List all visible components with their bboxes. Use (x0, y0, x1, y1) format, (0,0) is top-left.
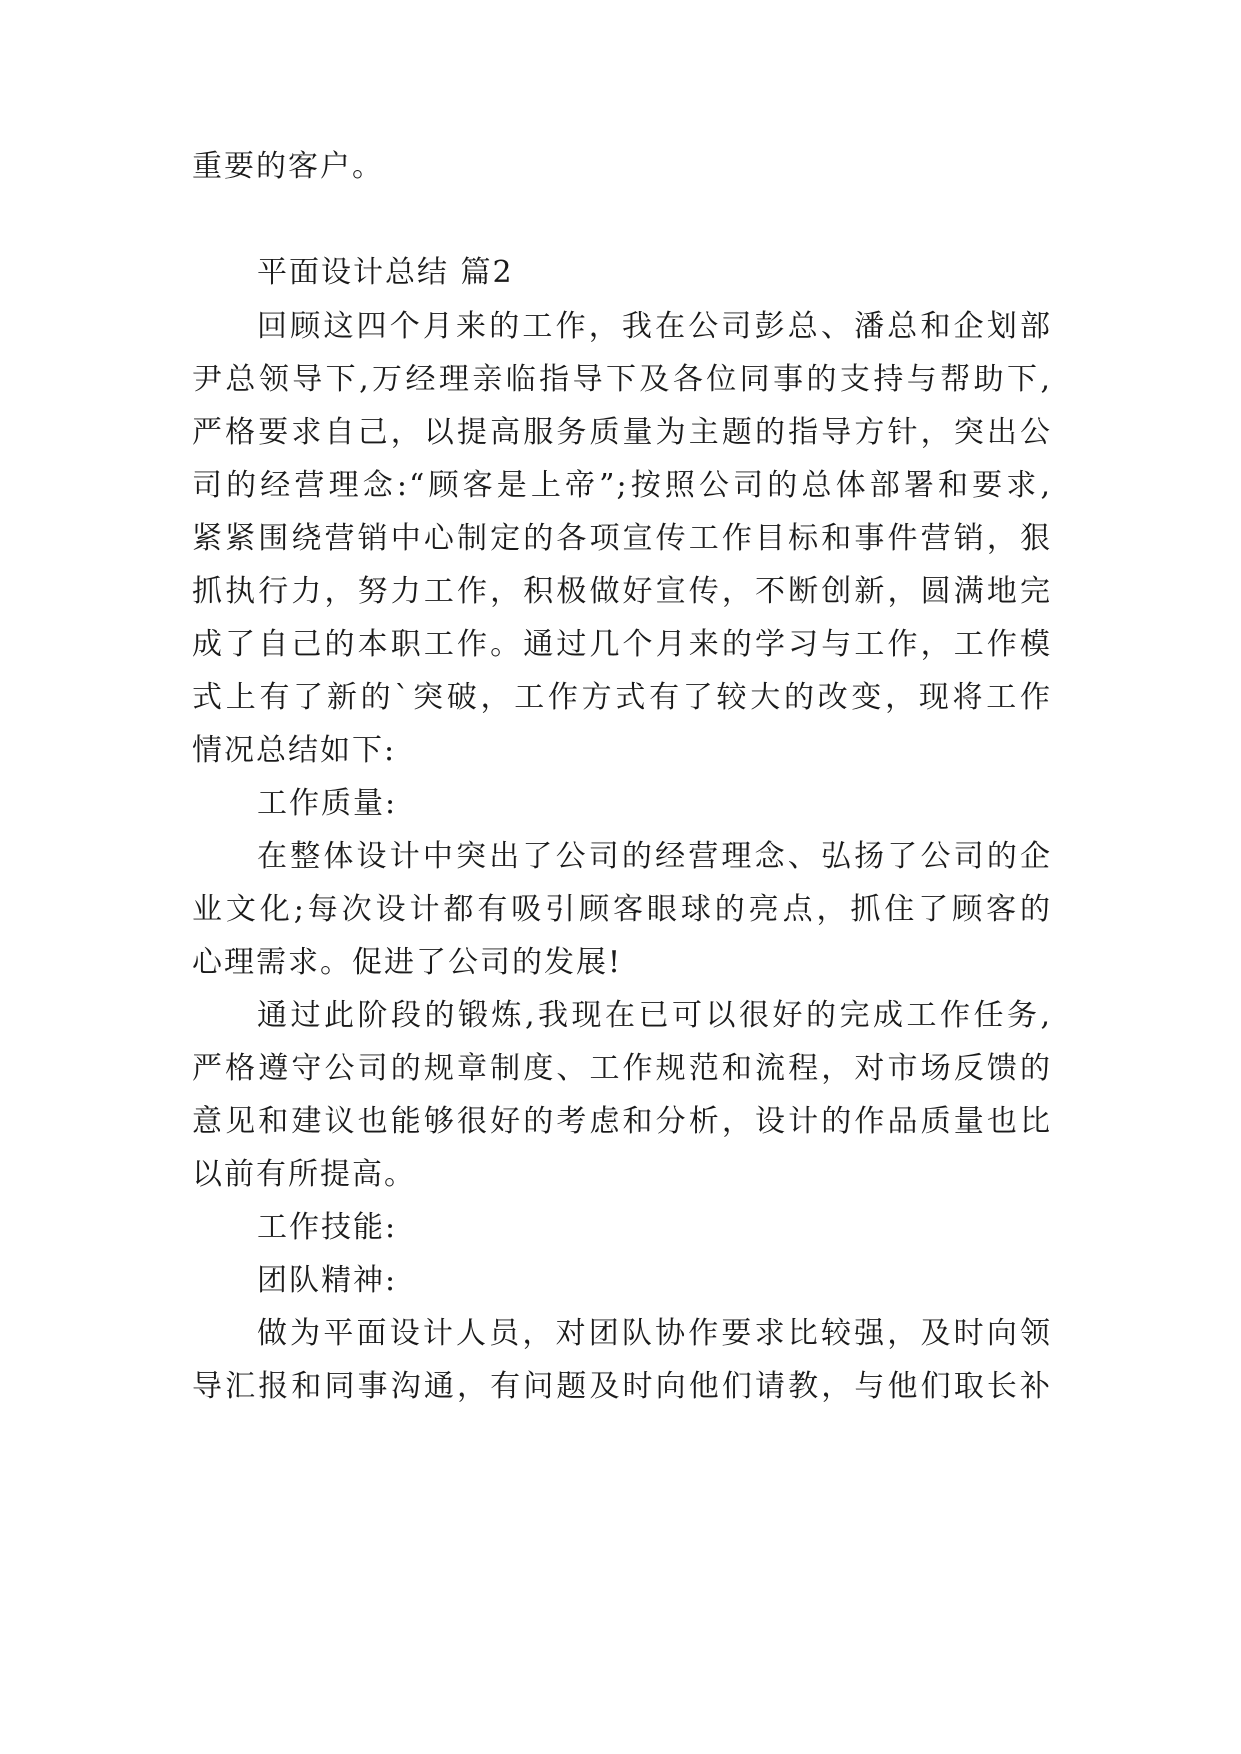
text-line: 司的经营理念:“顾客是上帝”;按照公司的总体部署和要求, (192, 468, 1052, 503)
text-line: 式上有了新的`突破，工作方式有了较大的改变，现将工作 (192, 680, 1052, 715)
text-line: 紧紧围绕营销中心制定的各项宣传工作目标和事件营销，狠 (192, 521, 1052, 556)
text-line: 意见和建议也能够很好的考虑和分析，设计的作品质量也比 (192, 1104, 1052, 1139)
section-heading: 平面设计总结 篇2 (257, 255, 514, 290)
text-line: 抓执行力，努力工作，积极做好宣传，不断创新，圆满地完 (192, 574, 1052, 609)
text-line: 业文化;每次设计都有吸引顾客眼球的亮点，抓住了顾客的 (192, 892, 1052, 927)
text-line: 严格遵守公司的规章制度、工作规范和流程，对市场反馈的 (192, 1051, 1052, 1086)
text-line: 成了自己的本职工作。通过几个月来的学习与工作，工作模 (192, 627, 1052, 662)
text-line: 重要的客户。 (192, 149, 384, 184)
text-line: 情况总结如下: (192, 733, 397, 768)
text-line: 做为平面设计人员，对团队协作要求比较强，及时向领 (257, 1316, 1052, 1351)
text-line: 心理需求。促进了公司的发展! (192, 945, 623, 980)
subheading: 工作质量: (257, 786, 398, 821)
text-line: 尹总领导下,万经理亲临指导下及各位同事的支持与帮助下, (192, 362, 1052, 397)
text-line: 以前有所提高。 (192, 1157, 416, 1192)
text-line: 导汇报和同事沟通，有问题及时向他们请教，与他们取长补 (192, 1369, 1052, 1404)
text-line: 回顾这四个月来的工作，我在公司彭总、潘总和企划部 (257, 309, 1052, 344)
text-line: 在整体设计中突出了公司的经营理念、弘扬了公司的企 (257, 839, 1052, 874)
subheading: 团队精神: (257, 1263, 398, 1298)
text-line: 严格要求自己，以提高服务质量为主题的指导方针，突出公 (192, 415, 1052, 450)
subheading: 工作技能: (257, 1210, 398, 1245)
text-line: 通过此阶段的锻炼,我现在已可以很好的完成工作任务, (257, 998, 1052, 1033)
